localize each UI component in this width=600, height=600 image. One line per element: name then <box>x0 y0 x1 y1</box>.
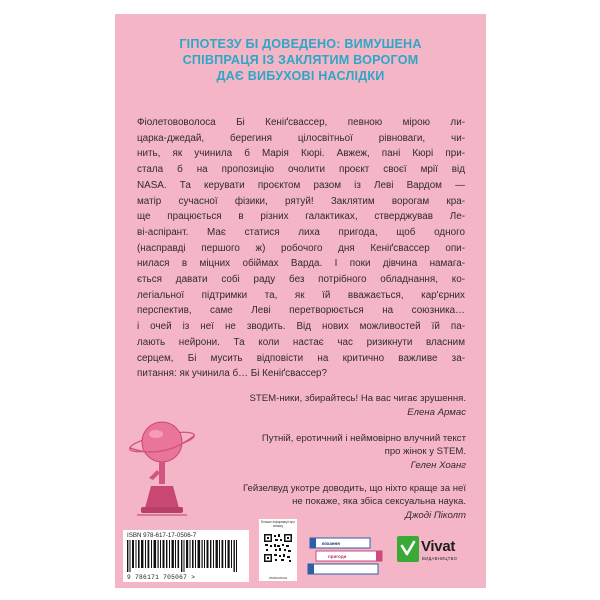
blurb-line: нить, як учинила б Марія Кюрі. Авжеж, пані Кюрі при- <box>137 148 465 160</box>
blurb-line: і очей із неї не зводить. Від нових можливостей їй па- <box>137 321 465 333</box>
blurb-line: Фіолетововолоса Бі Кеніґсвассер, певною мірою ли- <box>137 117 465 128</box>
headline-line: ГІПОТЕЗУ БІ ДОВЕДЕНО: ВИМУШЕНА <box>179 37 422 51</box>
planet-lamp-illustration <box>127 412 197 522</box>
blurb-line: ще працюється в різних галактиках, стверджував Ле- <box>137 211 465 223</box>
publisher-name: Vivat <box>421 538 456 555</box>
blurb-line: нилася в міцних обіймах Варда. І поки дівчина намага- <box>137 258 465 270</box>
review-quote <box>243 482 466 522</box>
blurb-line: лають нейрони. Та коли настає час ризикнути власним <box>137 336 465 348</box>
quote-author: Елена Армас <box>407 407 466 418</box>
book-blurb <box>137 115 465 382</box>
quote-text: STEM-ники, збирайтесь! На вас чигає зрушення. <box>249 393 466 404</box>
book-label: кохання <box>322 541 340 546</box>
publisher-subtitle: ВИДАВНИЦТВО <box>422 556 458 561</box>
quote-author: Гелен Хоанг <box>410 460 466 471</box>
quote-text: не покаже, яка збіса сексуальна наука. <box>292 496 466 507</box>
qr-code-icon <box>263 533 293 563</box>
barcode-digits: 9 786171 705067 > <box>127 574 196 581</box>
book-back-cover <box>115 14 486 588</box>
isbn-number: ISBN 978-617-17-0506-7 <box>127 532 197 539</box>
barcode-panel <box>123 530 249 582</box>
headline-line: СПІВПРАЦЯ ІЗ ЗАКЛЯТИМ ВОРОГОМ <box>182 53 419 67</box>
blurb-line: (насправді першого ж) робочого дня Кеніґсвассер опи- <box>137 242 465 254</box>
vivat-logo-icon <box>397 536 419 562</box>
blurb-line: матір сучасної фізики, рятуй! Заклятим ворогам кра- <box>137 195 465 207</box>
qr-top-caption: Більше інформації про книжку <box>261 520 295 528</box>
barcode-icon <box>127 540 245 572</box>
headline-line: ДАЄ ВИБУХОВІ НАСЛІДКИ <box>216 69 385 83</box>
book-stack-icon <box>306 534 391 580</box>
blurb-line: легіальної підтримки та, як їй вважається, кар'єрних <box>137 289 465 301</box>
blurb-line: стала б на пропозицію очолити проєкт своєї мрії від <box>137 164 465 176</box>
quote-text: про жінок у STEM. <box>384 446 466 457</box>
review-quote <box>262 432 466 472</box>
quote-text: Путній, еротичний і неймовірно влучний текст <box>261 433 466 444</box>
qr-bottom-caption: vivat.com.ua <box>269 576 287 580</box>
blurb-line: NASA. Та керувати проєктом разом із Леві Вардом — <box>137 179 465 191</box>
blurb-line: питання: як учинила б… Бі Кеніґсвассер? <box>137 368 328 380</box>
books-icon <box>306 534 391 580</box>
blurb-line: перспектив, саме Леві перетворюється на союзника… <box>137 305 465 317</box>
qr-code-panel <box>259 519 297 581</box>
blurb-line: царка-джедай, берегиня цілосвітньої рівноваги, чи- <box>137 132 465 144</box>
review-quote <box>250 392 466 419</box>
publisher-logo <box>397 536 467 564</box>
blurb-line: ється давати собі раду без потрібного обладнання, ко- <box>137 274 465 286</box>
quote-author: Джоді Піколт <box>405 510 466 521</box>
book-label: пригоди <box>328 554 347 559</box>
quote-text: Гейзелвуд укотре доводить, що ніхто краще за неї <box>242 483 466 494</box>
cover-headline <box>135 36 466 84</box>
blurb-line: серцем, Бі мусить відповісти на критично важливе за- <box>137 352 465 364</box>
blurb-line: ві-аспірант. Має статися лиха пригода, щоб одного <box>137 226 465 238</box>
